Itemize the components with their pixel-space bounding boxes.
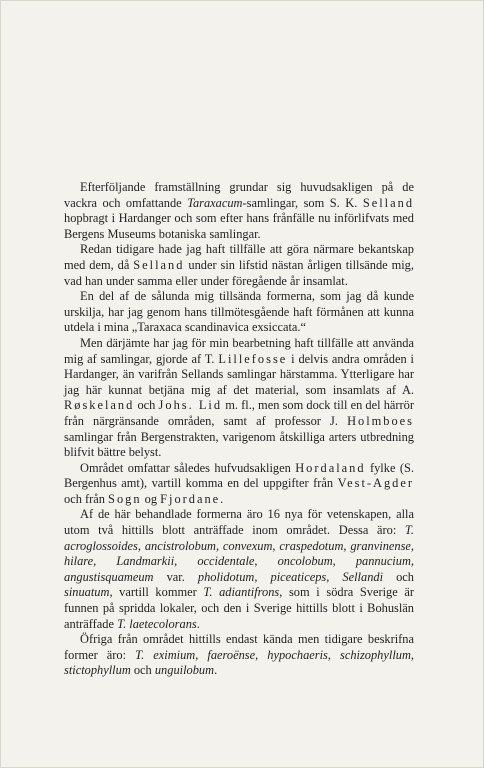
- paragraph-5: Området omfattar således hufvudsakligen Hordaland fylke (S. Bergenhus amt), vartill komma en del uppgifter från Vest-Agder och från Sogn og Fjordane.: [64, 460, 414, 506]
- paragraph-2: Redan tidigare hade jag haft tillfälle att göra närmare bekantskap med dem, då Selland under sin lifstid nästan årligen tillsände mig, vad han under samma eller under föregående år insamlat.: [64, 242, 414, 288]
- paragraph-7: Öfriga från området hittills endast kända men tidigare beskrifna former äro: T. eximium, faeroënse, hypochaeris, schizophyllum, stictophyllum och unguilobum.: [64, 632, 415, 678]
- body-text: [64, 180, 414, 679]
- paragraph-3: En del af de sålunda mig tillsända formerna, som jag då kunde urskilja, har jag genom hans tillmötesgående haft förmånen att kunna utdela i mina „Taraxaca scandinavica exsiccata.“: [64, 289, 414, 335]
- paragraph-6: Af de här behandlade formerna äro 16 nya för vetenskapen, alla utom två hittills blott anträffade inom området. Dessa äro: T. acroglossoides, ancistrolobum, convexum, craspedotum, granvinense, hilare, Landmarkii, occidentale, oncolobum, pannucium, angustisquameum var. pholidotum, piceaticeps, Sellandi och sinuatum, vartill kommer T. adiantifrons, som i södra Sverige är funnen på spridda lokaler, och den i Sverige hittills blott i Bohuslän anträffade T. laetecolorans.: [64, 507, 415, 631]
- paragraph-1: Efterföljande framställning grundar sig huvudsakligen på de vackra och omfattande Taraxacum-samlingar, som S. K. Selland hopbragt i Hardanger och som efter hans frånfälle nu införlifvats med Bergens Museums botaniska samlingar.: [64, 180, 415, 241]
- paragraph-4: Men därjämte har jag för min bearbetning haft tillfälle att använda mig af samlingar, gjorde af T. Lillefosse i delvis andra områden i Hardanger, än varifrån Sellands samlingar härstamma. Ytterligare har jag här kunnat betjäna mig af det material, som insamlats af A. Røskeland och Johs. Lid m. fl., men som dock till en del härrör från närgränsande områden, samt af professor J. Holmboes samlingar från Bergenstrakten, varigenom åtskilliga arters utbredning blifvit bättre belyst.: [64, 335, 415, 460]
